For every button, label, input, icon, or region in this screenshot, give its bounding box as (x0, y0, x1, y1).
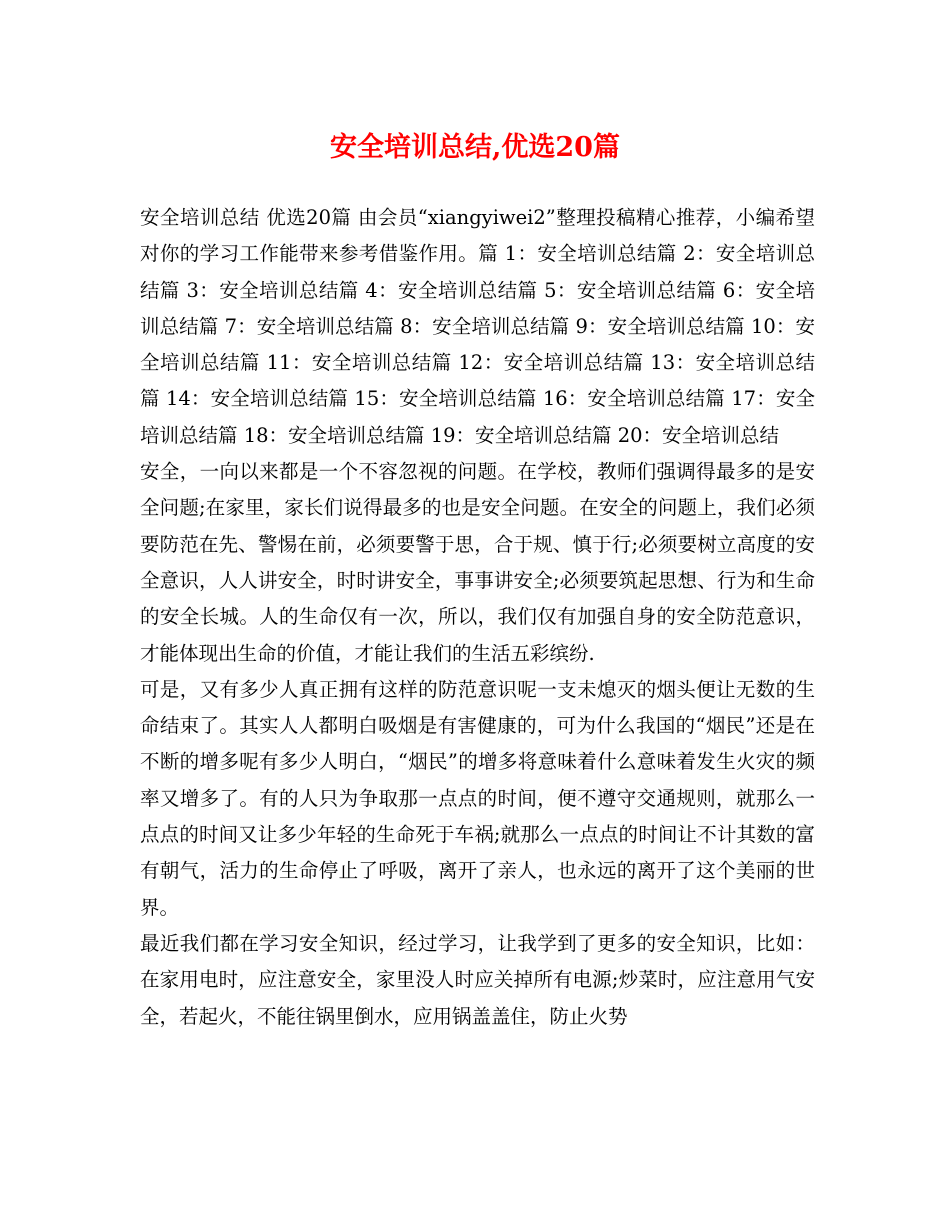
document-body (140, 200, 815, 1035)
paragraph-smoking-traffic: 可是，又有多少人真正拥有这样的防范意识呢一支未熄灭的烟头便让无数的生命结束了。其实人人都明白吸烟是有害健康的，可为什么我国的“烟民”还是在不断的增多呢有多少人明白，“烟民”的增多将意味着什么意味着发生火灾的频率又增多了。有的人只为争取那一点点的时间，便不遵守交通规则，就那么一点点的时间又让多少年轻的生命死于车祸;就那么一点点的时间让不计其数的富有朝气，活力的生命停止了呼吸，离开了亲人，也永远的离开了这个美丽的世界。 (140, 677, 815, 919)
document-title: 安全培训总结,优选20篇 (330, 132, 620, 163)
paragraph-safety-importance: 安全，一向以来都是一个不容忽视的问题。在学校，教师们强调得最多的是安全问题;在家里，家长们说得最多的也是安全问题。在安全的问题上，我们必须要防范在先、警惕在前，必须要警于思，合于规、慎于行;必须要树立高度的安全意识，人人讲安全，时时讲安全，事事讲安全;必须要筑起思想、行为和生命的安全长城。人的生命仅有一次，所以，我们仅有加强自身的安全防范意识，才能体现出生命的价值，才能让我们的生活五彩缤纷. (140, 460, 815, 665)
paragraph-safety-knowledge: 最近我们都在学习安全知识，经过学习，让我学到了更多的安全知识，比如：在家用电时，应注意安全，家里没人时应关掉所有电源;炒菜时，应注意用气安全，若起火，不能往锅里倒水，应用锅盖盖住，防止火势 (140, 931, 815, 1028)
paragraph-intro: 安全培训总结 优选20篇 由会员“xiangyiwei2”整理投稿精心推荐，小编希望对你的学习工作能带来参考借鉴作用。篇 1：安全培训总结篇 2：安全培训总结篇 3：安全培训总结篇 4：安全培训总结篇 5：安全培训总结篇 6：安全培训总结篇 7：安全培训总结篇 8：安全培训总结篇 9：安全培训总结篇 10：安全培训总结篇 11：安全培训总结篇 12：安全培训总结篇 13：安全培训总结篇 14：安全培训总结篇 15：安全培训总结篇 16：安全培训总结篇 17：安全培训总结篇 18：安全培训总结篇 19：安全培训总结篇 20：安全培训总结 (140, 206, 815, 447)
